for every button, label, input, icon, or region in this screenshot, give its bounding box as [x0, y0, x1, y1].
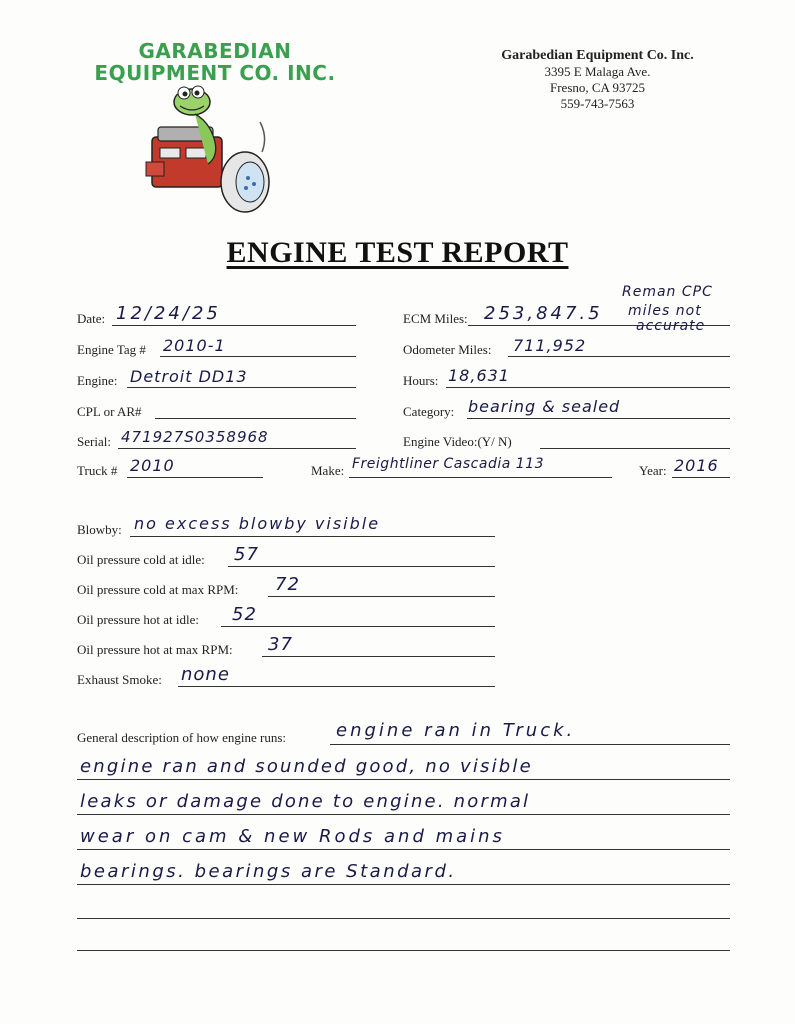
- company-address-line-1: 3395 E Malaga Ave.: [544, 64, 651, 79]
- odometer-line: [508, 356, 730, 357]
- engine-value: Detroit DD13: [130, 367, 248, 386]
- description-text-4: wear on cam & new Rods and mains: [80, 826, 505, 847]
- serial-label: Serial:: [77, 434, 111, 449]
- category-line: [467, 418, 730, 419]
- oil-hot-idle-value: 52: [232, 604, 257, 625]
- logo-line-1: GARABEDIAN: [138, 39, 292, 63]
- oil-cold-max-value: 72: [275, 574, 300, 595]
- description-line-2: [77, 779, 730, 780]
- make-value: Freightliner Cascadia 113: [352, 456, 544, 472]
- description-text-2: engine ran and sounded good, no visible: [80, 756, 533, 777]
- truck-line: [127, 477, 263, 478]
- exhaust-smoke-label: Exhaust Smoke:: [77, 672, 162, 687]
- truck-label: Truck #: [77, 463, 118, 478]
- frog-engine-logo-icon: [140, 82, 290, 217]
- oil-cold-idle-value: 57: [234, 544, 259, 565]
- ecm-miles-label: ECM Miles:: [403, 311, 468, 326]
- description-line-1: [330, 744, 730, 745]
- year-label: Year:: [639, 463, 667, 478]
- oil-hot-max-label: Oil pressure hot at max RPM:: [77, 642, 233, 657]
- category-label: Category:: [403, 404, 455, 419]
- date-value: 12/24/25: [116, 303, 221, 324]
- ecm-note-line-1: Reman CPC: [622, 284, 713, 300]
- engine-label: Engine:: [77, 373, 118, 388]
- oil-hot-max-value: 37: [268, 634, 293, 655]
- oil-hot-idle-line: [221, 626, 495, 627]
- date-label: Date:: [77, 311, 106, 326]
- logo-line-2: EQUIPMENT CO. INC.: [94, 61, 336, 85]
- serial-line: [118, 448, 356, 449]
- report-title: ENGINE TEST REPORT: [226, 236, 569, 269]
- ecm-note-line-3: accurate: [636, 318, 706, 334]
- description-text-1: engine ran in Truck.: [336, 720, 576, 741]
- engine-tag-line: [160, 356, 356, 357]
- exhaust-smoke-line: [178, 686, 495, 687]
- odometer-label: Odometer Miles:: [403, 342, 492, 357]
- company-phone: 559-743-7563: [560, 96, 635, 111]
- cpl-line: [155, 418, 356, 419]
- engine-video-line: [540, 448, 730, 449]
- description-line-7: [77, 950, 730, 951]
- category-value: bearing & sealed: [468, 397, 621, 416]
- make-label: Make:: [311, 463, 345, 478]
- engine-tag-label: Engine Tag #: [77, 342, 146, 357]
- exhaust-smoke-value: none: [181, 664, 230, 685]
- oil-cold-idle-line: [228, 566, 495, 567]
- make-line: [349, 477, 612, 478]
- ecm-miles-value: 253,847.5: [484, 303, 603, 324]
- oil-cold-idle-label: Oil pressure cold at idle:: [77, 552, 205, 567]
- engine-video-label: Engine Video:(Y/ N): [403, 434, 512, 449]
- blowby-line: [130, 536, 495, 537]
- logo-wordmark: [70, 40, 360, 84]
- description-line-3: [77, 814, 730, 815]
- description-label: General description of how engine runs:: [77, 730, 287, 745]
- engine-line: [127, 387, 356, 388]
- hours-line: [446, 387, 730, 388]
- cpl-label: CPL or AR#: [77, 404, 142, 419]
- company-address-block: [470, 48, 725, 112]
- serial-value: 471927S0358968: [121, 428, 269, 446]
- oil-cold-max-line: [268, 596, 495, 597]
- ecm-note-line-2: miles not: [628, 303, 702, 319]
- year-value: 2016: [674, 456, 719, 475]
- description-line-4: [77, 849, 730, 850]
- description-text-5: bearings. bearings are Standard.: [80, 861, 457, 882]
- oil-cold-max-label: Oil pressure cold at max RPM:: [77, 582, 239, 597]
- blowby-label: Blowby:: [77, 522, 122, 537]
- company-name: Garabedian Equipment Co. Inc.: [501, 48, 694, 63]
- engine-tag-value: 2010-1: [163, 336, 226, 355]
- description-line-6: [77, 918, 730, 919]
- description-line-5: [77, 884, 730, 885]
- oil-hot-idle-label: Oil pressure hot at idle:: [77, 612, 200, 627]
- hours-label: Hours:: [403, 373, 439, 388]
- hours-value: 18,631: [448, 366, 510, 385]
- date-line: [112, 325, 356, 326]
- truck-value: 2010: [130, 456, 175, 475]
- company-address-line-2: Fresno, CA 93725: [550, 80, 645, 95]
- year-line: [672, 477, 730, 478]
- odometer-value: 711,952: [513, 336, 587, 355]
- blowby-value: no excess blowby visible: [134, 514, 381, 533]
- description-text-3: leaks or damage done to engine. normal: [80, 791, 531, 812]
- oil-hot-max-line: [262, 656, 495, 657]
